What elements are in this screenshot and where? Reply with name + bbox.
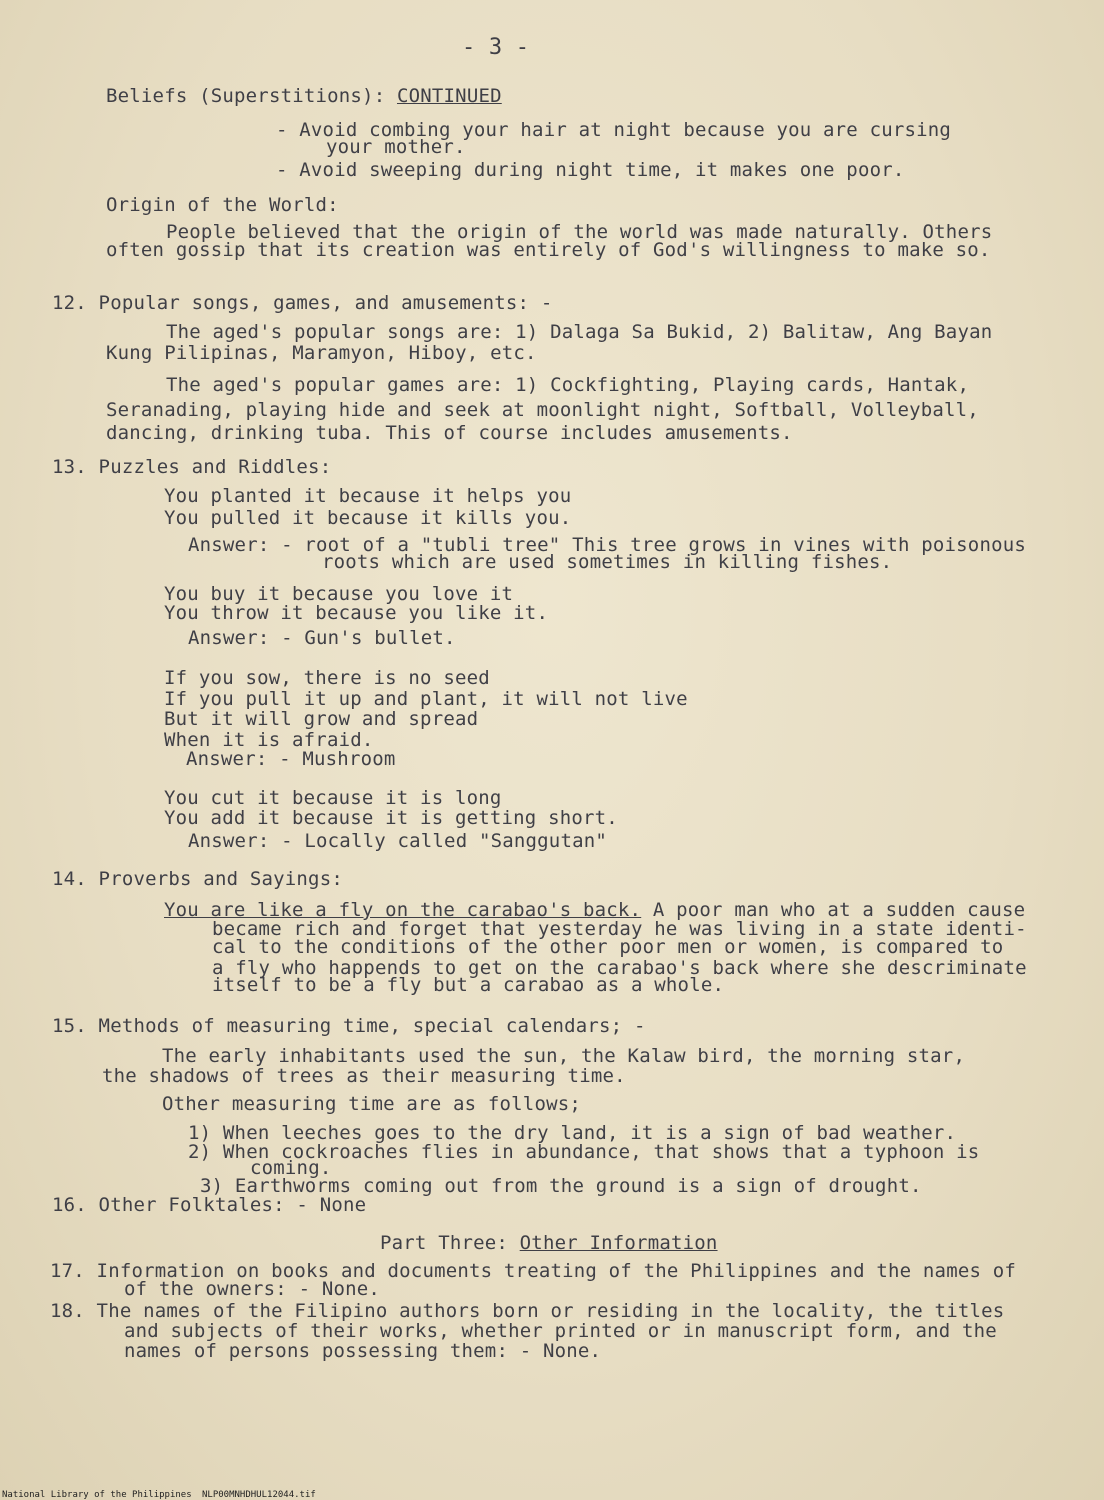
proverb-line-5: itself to be a fly but a carabao as a whole.	[212, 974, 725, 996]
games-line-2: Seranading, playing hide and seek at moonlight night, Softball, Volleyball,	[106, 399, 979, 421]
riddle-1-answer: Answer: - root of a "tubli tree" This tree grows in vines with poisonous	[188, 534, 1027, 556]
riddle-1-answer-cont: roots which are used sometimes in killing fishes.	[322, 551, 893, 573]
riddle-1-line-1: You planted it because it helps you	[164, 485, 572, 507]
proverb-line-4: a fly who happends to get on the carabao's back where she descriminate	[212, 957, 1027, 979]
riddle-2-line-2: You throw it because you like it.	[164, 602, 549, 624]
origin-line-1: People believed that the origin of the world was made naturally. Others	[166, 221, 993, 243]
songs-line-2: Kung Pilipinas, Maramyon, Hiboy, etc.	[106, 342, 537, 364]
proverb-explanation: A poor man who at a sudden cause	[641, 899, 1026, 921]
time-item-1: 1) When leeches goes to the dry land, it is a sign of bad weather.	[188, 1122, 957, 1144]
page-number: - 3 -	[462, 35, 530, 60]
riddle-3-line-4: When it is afraid.	[164, 729, 374, 751]
games-line-3: dancing, drinking tuba. This of course includes amusements.	[106, 422, 793, 444]
riddle-3-line-2: If you pull it up and plant, it will not live	[164, 688, 688, 710]
section-18-line-3: names of persons possessing them: - None.	[124, 1340, 602, 1362]
time-item-2: 2) When cockroaches flies in abundance, that shows that a typhoon is	[188, 1141, 980, 1163]
riddle-4-line-1: You cut it because it is long	[164, 787, 502, 809]
belief-item-2: - Avoid sweeping during night time, it makes one poor.	[276, 159, 905, 181]
time-item-3: 3) Earthworms coming out from the ground is a sign of drought.	[200, 1175, 922, 1197]
belief-item-1-cont: your mother.	[326, 136, 466, 158]
section-17-line-1: 17. Information on books and documents treating of the Philippines and the names of	[50, 1260, 1017, 1282]
time-line-2: the shadows of trees as their measuring time.	[102, 1065, 626, 1087]
proverb-line-2: became rich and forget that yesterday he was living in a state identi-	[212, 918, 1027, 940]
part-three-title: Other Information	[519, 1232, 718, 1254]
section-16-label: 16. Other Folktales:	[52, 1194, 285, 1216]
section-18-line-2: and subjects of their works, whether printed or in manuscript form, and the	[124, 1320, 997, 1342]
time-line-3: Other measuring time are as follows;	[162, 1093, 582, 1115]
origin-line-2: often gossip that its creation was entirely of God's willingness to make so.	[106, 239, 991, 261]
section-14-heading: 14. Proverbs and Sayings:	[52, 868, 343, 890]
riddle-2-line-1: You buy it because you love it	[164, 583, 514, 605]
riddle-3-answer: Answer: - Mushroom	[186, 748, 396, 770]
proverb-line-3: cal to the conditions of the other poor men or women, is compared to	[212, 936, 1004, 958]
time-line-1: The early inhabitants used the sun, the Kalaw bird, the morning star,	[162, 1045, 966, 1067]
section-13-heading: 13. Puzzles and Riddles:	[52, 456, 332, 478]
section-16-value: - None	[296, 1194, 367, 1216]
continued-label: CONTINUED	[396, 85, 502, 107]
footer-file: NLP00MNHDHUL12044.tif	[202, 1490, 316, 1500]
section-17-line-2: of the owners: - None.	[124, 1278, 381, 1300]
section-15-heading: 15. Methods of measuring time, special calendars; -	[52, 1015, 646, 1037]
riddle-3-line-1: If you sow, there is no seed	[164, 667, 490, 689]
proverb-text: You are like a fly on the carabao's back.	[164, 899, 642, 921]
riddle-1-line-2: You pulled it because it kills you.	[164, 507, 572, 529]
riddle-3-line-3: But it will grow and spread	[164, 708, 479, 730]
footer-library: National Library of the Philippines	[2, 1490, 192, 1500]
part-three-label: Part Three:	[380, 1232, 509, 1254]
section-12-heading: 12. Popular songs, games, and amusements: -	[52, 292, 553, 314]
beliefs-heading-text: Beliefs (Superstitions):	[106, 85, 386, 107]
riddle-2-answer: Answer: - Gun's bullet.	[188, 627, 456, 649]
time-item-2-cont: coming.	[250, 1157, 332, 1179]
section-16	[52, 1195, 366, 1215]
games-line-1: The aged's popular games are: 1) Cockfighting, Playing cards, Hantak,	[166, 374, 970, 396]
part-three-heading	[380, 1233, 718, 1253]
belief-item-1: - Avoid combing your hair at night because you are cursing	[276, 119, 952, 141]
section-18-line-1: 18. The names of the Filipino authors born or residing in the locality, the titles	[50, 1300, 1005, 1322]
beliefs-heading	[106, 86, 502, 106]
proverb-line-1	[164, 900, 1025, 920]
riddle-4-answer: Answer: - Locally called "Sanggutan"	[188, 830, 608, 852]
riddle-4-line-2: You add it because it is getting short.	[164, 807, 618, 829]
songs-line-1: The aged's popular songs are: 1) Dalaga Sa Bukid, 2) Balitaw, Ang Bayan	[166, 321, 993, 343]
origin-heading: Origin of the World:	[106, 194, 339, 216]
